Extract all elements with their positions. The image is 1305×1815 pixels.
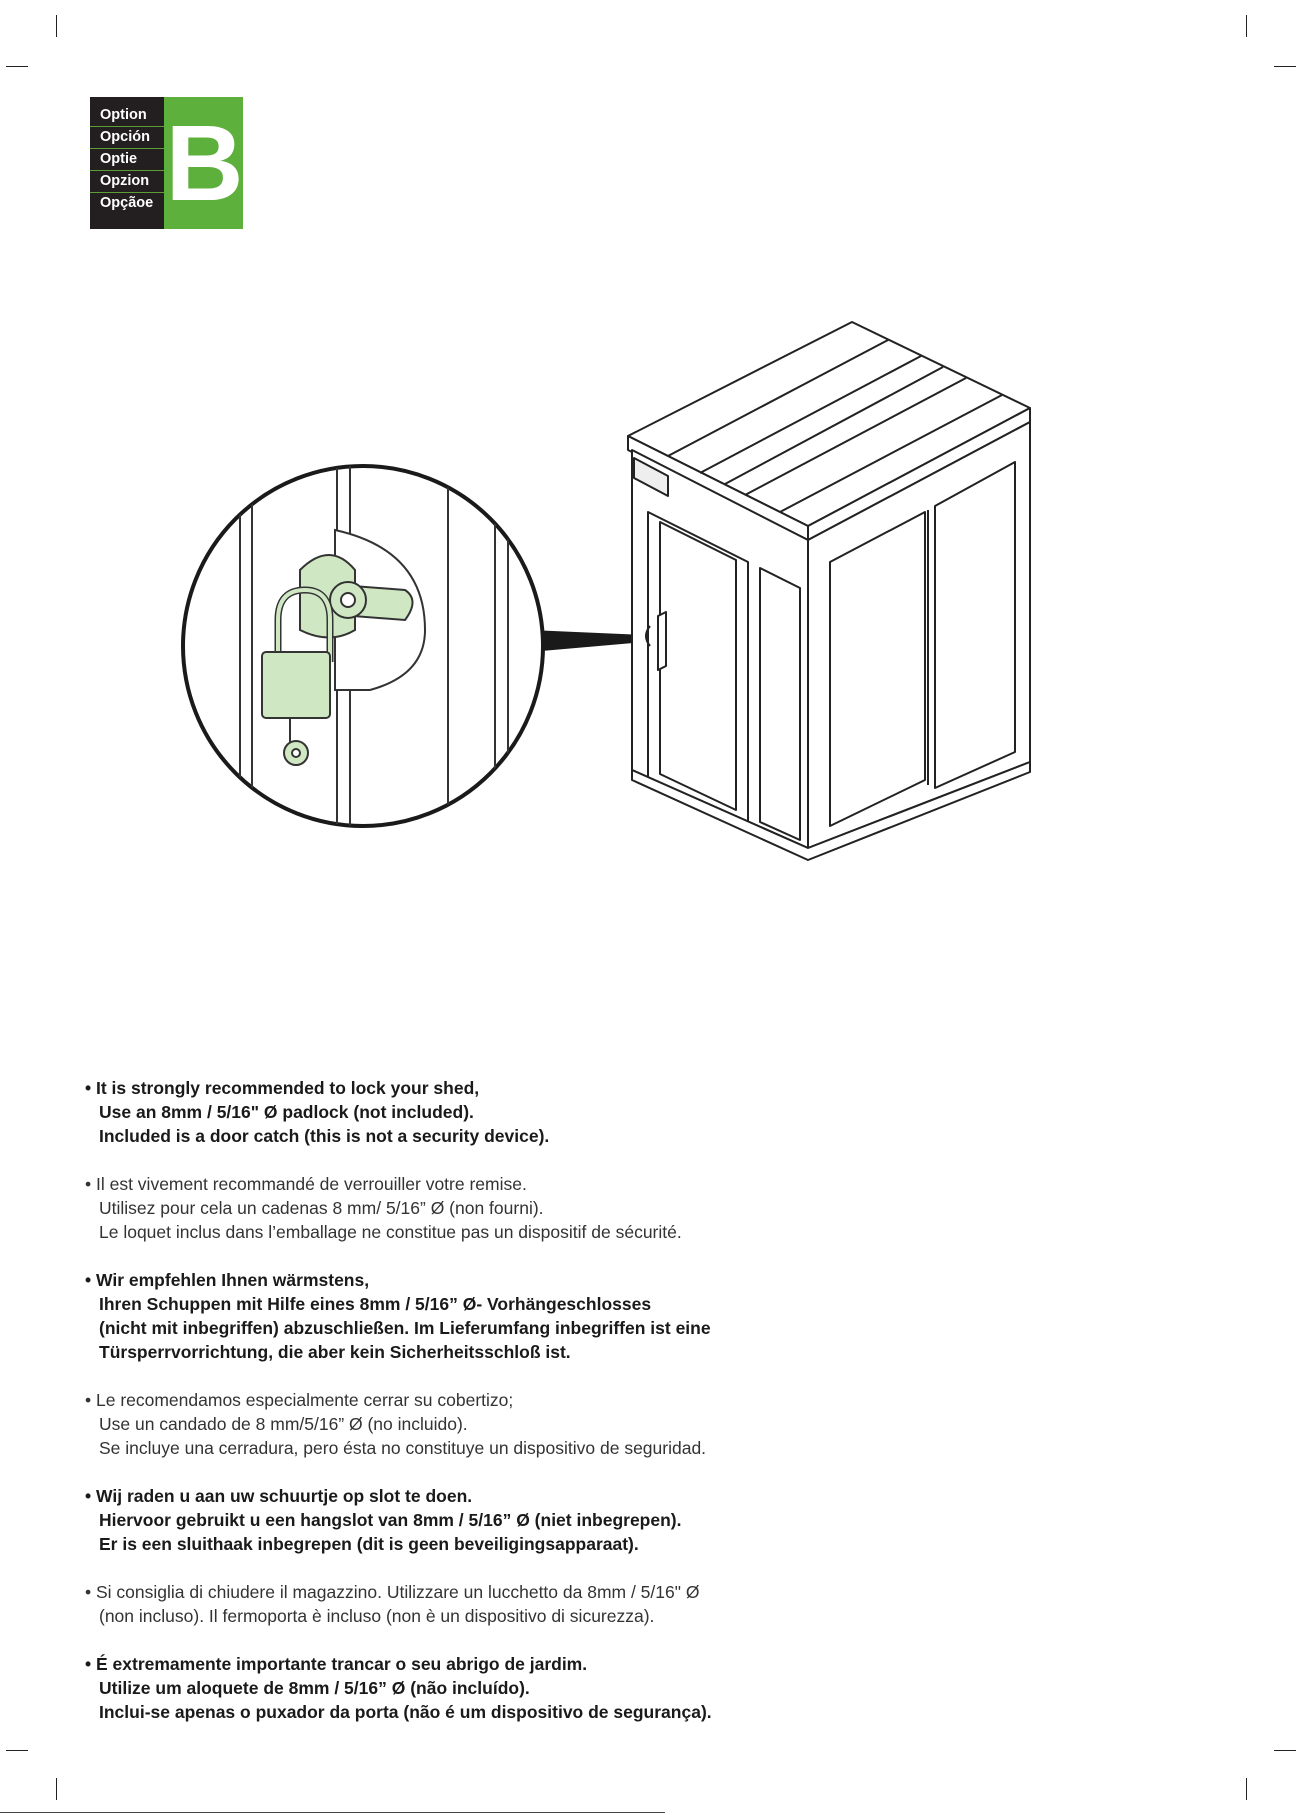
option-badge [90,97,243,229]
instruction-line: Hiervoor gebruikt u een hangslot van 8mm / 5/16” Ø (niet inbegrepen). [99,1510,682,1530]
option-label: Optie [90,149,164,171]
instruction-line: Utilize um aloquete de 8mm / 5/16” Ø (não incluído). [99,1678,530,1698]
instruction-line: Le loquet inclus dans l’emballage ne constitue pas un dispositif de sécurité. [99,1222,682,1242]
crop-mark [1246,15,1247,37]
crop-mark [56,15,57,37]
instruction-line: Inclui-se apenas o puxador da porta (não é um dispositivo de segurança). [99,1702,712,1722]
instruction-line: Use un candado de 8 mm/5/16” Ø (no incluido). [99,1414,468,1434]
instruction-line: • Le recomendamos especialmente cerrar su cobertizo; [85,1390,514,1410]
option-label: Opción [90,127,164,149]
shed-icon [628,322,1030,860]
instruction-line: • It is strongly recommended to lock your shed, [85,1078,480,1098]
instruction-line: Use an 8mm / 5/16" Ø padlock (not included). [99,1102,474,1122]
option-label: Opçãoe [100,195,154,211]
instruction-line: • Il est vivement recommandé de verrouiller votre remise. [85,1174,527,1194]
instruction-it [85,1580,845,1628]
option-letter: B [164,97,243,229]
crop-mark [1246,1778,1247,1800]
padlock-detail-zoom [183,450,543,860]
option-label: Opzion [90,171,164,193]
instruction-line: • Wij raden u aan uw schuurtje op slot te doen. [85,1486,473,1506]
crop-mark [6,1750,28,1751]
security-instructions [85,1076,845,1748]
instruction-line: (nicht mit inbegriffen) abzuschließen. Im Lieferumfang inbegriffen ist eine [99,1318,711,1338]
crop-mark [1274,1750,1296,1751]
crop-mark [1274,66,1296,67]
instruction-line: Se incluye una cerradura, pero ésta no constituye un dispositivo de seguridad. [99,1438,707,1458]
instruction-en [85,1076,845,1148]
instruction-pt [85,1652,845,1724]
bottom-rule [0,1812,665,1813]
crop-mark [6,66,28,67]
instruction-line: Ihren Schuppen mit Hilfe eines 8mm / 5/16” Ø- Vorhängeschlosses [99,1294,652,1314]
callout-pointer [530,630,645,652]
instruction-nl [85,1484,845,1556]
instruction-line: (non incluso). Il fermoporta è incluso (non è un dispositivo di sicurezza). [99,1606,655,1626]
option-label-list [90,97,164,229]
crop-mark [56,1778,57,1800]
instruction-line: Er is een sluithaak inbegrepen (dit is geen beveiligingsapparaat). [99,1534,639,1554]
instruction-line: Türsperrvorrichtung, die aber kein Sicherheitsschloß ist. [99,1342,571,1362]
instruction-de [85,1268,845,1364]
instruction-line: Utilisez pour cela un cadenas 8 mm/ 5/16” Ø (non fourni). [99,1198,544,1218]
shed-lock-illustration [0,300,1305,900]
instruction-line: • Wir empfehlen Ihnen wärmstens, [85,1270,370,1290]
instruction-es [85,1388,845,1460]
instruction-fr [85,1172,845,1244]
instruction-line: Included is a door catch (this is not a security device). [99,1126,550,1146]
instruction-line: • Si consiglia di chiudere il magazzino. Utilizzare un lucchetto da 8mm / 5/16" Ø [85,1582,700,1602]
option-label: Option [90,105,164,127]
instruction-line: • É extremamente importante trancar o seu abrigo de jardim. [85,1654,588,1674]
